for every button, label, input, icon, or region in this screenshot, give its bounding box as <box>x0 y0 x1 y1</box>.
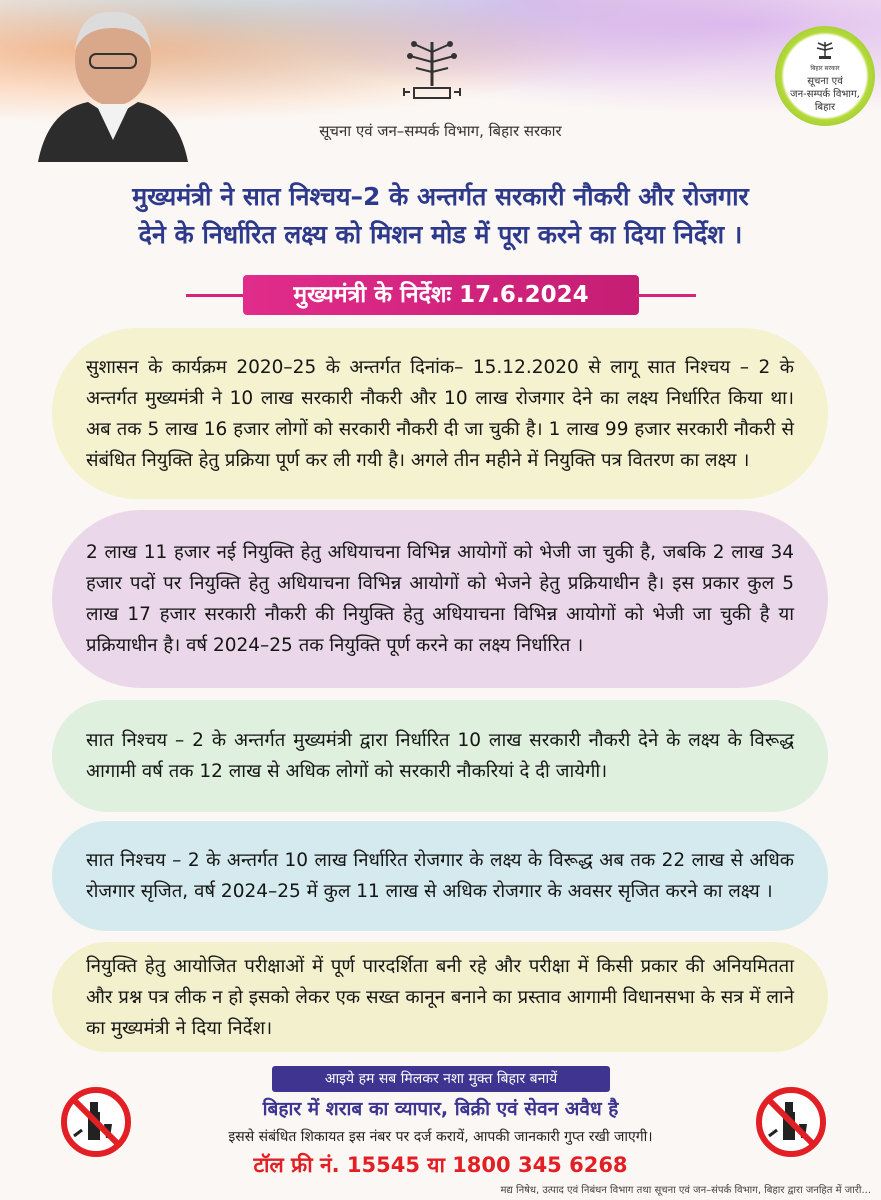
paragraph-1 <box>52 328 828 499</box>
ipr-badge-line1: सूचना एवं <box>807 76 843 87</box>
ipr-badge-icon <box>775 26 875 126</box>
tollfree-number: टॉल फ्री नं. 15545 या 1800 345 6268 <box>253 1153 628 1177</box>
paragraph-4 <box>52 821 828 931</box>
ipr-badge-small: बिहार सरकार <box>810 65 840 72</box>
header <box>0 0 881 165</box>
date-pill: मुख्यमंत्री के निर्देशः 17.6.2024 <box>243 275 639 315</box>
headline-line-2: देने के निर्धारित लक्ष्य को मिशन मोड में पूरा करने का दिया निर्देश । <box>138 220 743 249</box>
date-banner <box>0 275 881 315</box>
headline-line-1: मुख्यमंत्री ने सात निश्चय–2 के अन्तर्गत सरकारी नौकरी और रोजगार <box>132 182 749 211</box>
headline <box>40 178 841 254</box>
emblem-small-icon <box>814 40 836 60</box>
paragraph-text: सात निश्चय – 2 के अन्तर्गत 10 लाख निर्धारित रोजगार के लक्ष्य के विरूद्ध अब तक 22 लाख से अधिक रोजगार सृजित, वर्ष 2024–25 में कुल 11 लाख से अधिक रोजगार के अवसर सृजित करने का लक्ष्य । <box>86 850 794 902</box>
nasha-mukt-banner: आइये हम सब मिलकर नशा मुक्त बिहार बनायें <box>272 1066 610 1092</box>
issuer-credit: मद्य निषेध, उत्पाद एवं निबंधन विभाग तथा सूचना एवं जन–संपर्क विभाग, बिहार द्वारा जनहित में जारी... <box>500 1185 871 1196</box>
paragraph-text: नियुक्ति हेतु आयोजित परीक्षाओं में पूर्ण पारदर्शिता बनी रहे और परीक्षा में किसी प्रकार की अनियमितता और प्रश्न पत्र लीक न हो इसको लेकर एक सख्त कानून बनाने का प्रस्ताव आगामी विधानसभा के सत्र में लाने का मुख्यमंत्री ने दिया निर्देश। <box>86 955 794 1039</box>
complaint-notice: इससे संबंधित शिकायत इस नंबर पर दर्ज करायें, आपकी जानकारी गुप्त रखी जाएगी। <box>228 1129 653 1145</box>
paragraph-5 <box>52 942 828 1052</box>
paragraph-3 <box>52 700 828 812</box>
ipr-badge-line2: जन-सम्पर्क विभाग, <box>790 89 860 100</box>
paragraph-text: 2 लाख 11 हजार नई नियुक्ति हेतु अधियाचना विभिन्न आयोगों को भेजी जा चुकी है, जबकि 2 लाख 34 हजार पदों पर नियुक्ति हेतु अधियाचना विभिन्न आयोगों को भेजने हेतु प्रक्रियाधीन है। इस प्रकार कुल 5 लाख 17 हजार सरकारी नौकरी की नियुक्ति हेतु अधियाचना विभिन्न आयोगों को भेजी जा चुकी है या प्रक्रियाधीन है। वर्ष 2024–25 तक नियुक्ति पूर्ण करने का लक्ष्य निर्धारित । <box>86 542 794 656</box>
bihar-emblem-icon <box>400 34 464 106</box>
alcohol-ban-notice: बिहार में शराब का व्यापार, बिक्री एवं सेवन अवैध है <box>262 1098 619 1120</box>
paragraph-2 <box>52 510 828 688</box>
divider <box>186 294 246 297</box>
paragraph-text: सात निश्चय – 2 के अन्तर्गत मुख्यमंत्री द्वारा निर्धारित 10 लाख सरकारी नौकरी देने के लक्ष्य के विरूद्ध आगामी वर्ष तक 12 लाख से अधिक लोगों को सरकारी नौकरियां दे दी जायेगी। <box>86 730 794 782</box>
divider <box>636 294 696 297</box>
paragraph-text: सुशासन के कार्यक्रम 2020–25 के अन्तर्गत दिनांक– 15.12.2020 से लागू सात निश्चय – 2 के अन्तर्गत मुख्यमंत्री ने 10 लाख सरकारी नौकरी और 10 लाख रोजगार देने का लक्ष्य निर्धारित किया था। अब तक 5 लाख 16 हजार लोगों को सरकारी नौकरी दी जा चुकी है। 1 लाख 99 हजार सरकारी नौकरी से संबंधित नियुक्ति हेतु प्रक्रिया पूर्ण कर ली गयी है। अगले तीन महीने में नियुक्ति पत्र वितरण का लक्ष्य । <box>86 356 794 471</box>
department-name: सूचना एवं जन–सम्पर्क विभाग, बिहार सरकार <box>319 122 562 140</box>
ipr-badge-line3: बिहार <box>814 102 836 113</box>
